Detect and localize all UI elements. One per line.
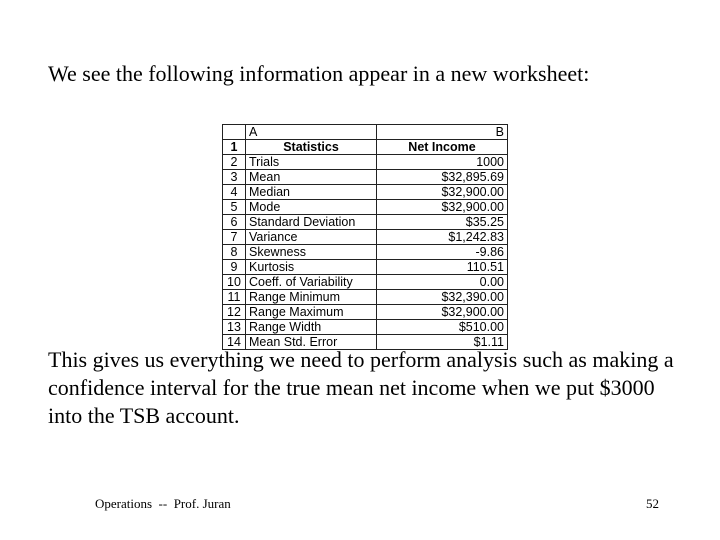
worksheet-row (223, 290, 508, 305)
statistic-label-cell: Skewness (246, 245, 377, 260)
statistic-label-cell: Statistics (246, 140, 377, 155)
statistic-label-cell: Range Maximum (246, 305, 377, 320)
worksheet-row (223, 185, 508, 200)
row-number: 5 (223, 200, 246, 215)
worksheet-row (223, 275, 508, 290)
worksheet-row (223, 230, 508, 245)
statistic-value-cell: $32,390.00 (377, 290, 508, 305)
statistic-value-cell: 110.51 (377, 260, 508, 275)
worksheet-body (223, 140, 508, 350)
row-number: 9 (223, 260, 246, 275)
statistic-value-cell: $1,242.83 (377, 230, 508, 245)
worksheet-row (223, 215, 508, 230)
statistic-value-cell: Net Income (377, 140, 508, 155)
statistic-label-cell: Variance (246, 230, 377, 245)
row-number: 2 (223, 155, 246, 170)
statistic-value-cell: 1000 (377, 155, 508, 170)
statistic-value-cell: $32,895.69 (377, 170, 508, 185)
row-number: 4 (223, 185, 246, 200)
statistic-value-cell: 0.00 (377, 275, 508, 290)
statistic-label-cell: Mode (246, 200, 377, 215)
column-header-b: B (377, 125, 508, 140)
statistic-value-cell: $32,900.00 (377, 305, 508, 320)
row-number: 7 (223, 230, 246, 245)
column-header-row (223, 125, 508, 140)
worksheet-table (222, 124, 508, 350)
statistic-value-cell: $32,900.00 (377, 185, 508, 200)
page-number: 52 (646, 496, 659, 511)
statistic-value-cell: -9.86 (377, 245, 508, 260)
statistic-label-cell: Range Minimum (246, 290, 377, 305)
row-number: 3 (223, 170, 246, 185)
row-number: 14 (223, 335, 246, 350)
statistic-label-cell: Coeff. of Variability (246, 275, 377, 290)
corner-cell (223, 125, 246, 140)
row-number: 10 (223, 275, 246, 290)
worksheet-row (223, 305, 508, 320)
row-number: 8 (223, 245, 246, 260)
statistic-label-cell: Kurtosis (246, 260, 377, 275)
statistic-label-cell: Trials (246, 155, 377, 170)
worksheet-row (223, 170, 508, 185)
row-number: 12 (223, 305, 246, 320)
row-number: 1 (223, 140, 246, 155)
statistic-value-cell: $1.11 (377, 335, 508, 350)
statistic-value-cell: $510.00 (377, 320, 508, 335)
slide-heading: We see the following information appear in a new worksheet: (48, 61, 590, 86)
worksheet-header-row (223, 140, 508, 155)
slide-footer: Operations -- Prof. Juran (95, 496, 231, 511)
worksheet-row (223, 245, 508, 260)
statistic-value-cell: $35.25 (377, 215, 508, 230)
row-number: 13 (223, 320, 246, 335)
worksheet-row (223, 200, 508, 215)
worksheet-row (223, 155, 508, 170)
worksheet-row (223, 320, 508, 335)
column-header-a: A (246, 125, 377, 140)
statistic-value-cell: $32,900.00 (377, 200, 508, 215)
statistic-label-cell: Mean (246, 170, 377, 185)
worksheet-row (223, 260, 508, 275)
statistic-label-cell: Mean Std. Error (246, 335, 377, 350)
statistic-label-cell: Range Width (246, 320, 377, 335)
slide-body-text: This gives us everything we need to perform analysis such as making a confidence interval for the true mean net income when we put $3000 into the TSB account. (48, 347, 674, 428)
row-number: 11 (223, 290, 246, 305)
statistic-label-cell: Median (246, 185, 377, 200)
statistic-label-cell: Standard Deviation (246, 215, 377, 230)
row-number: 6 (223, 215, 246, 230)
